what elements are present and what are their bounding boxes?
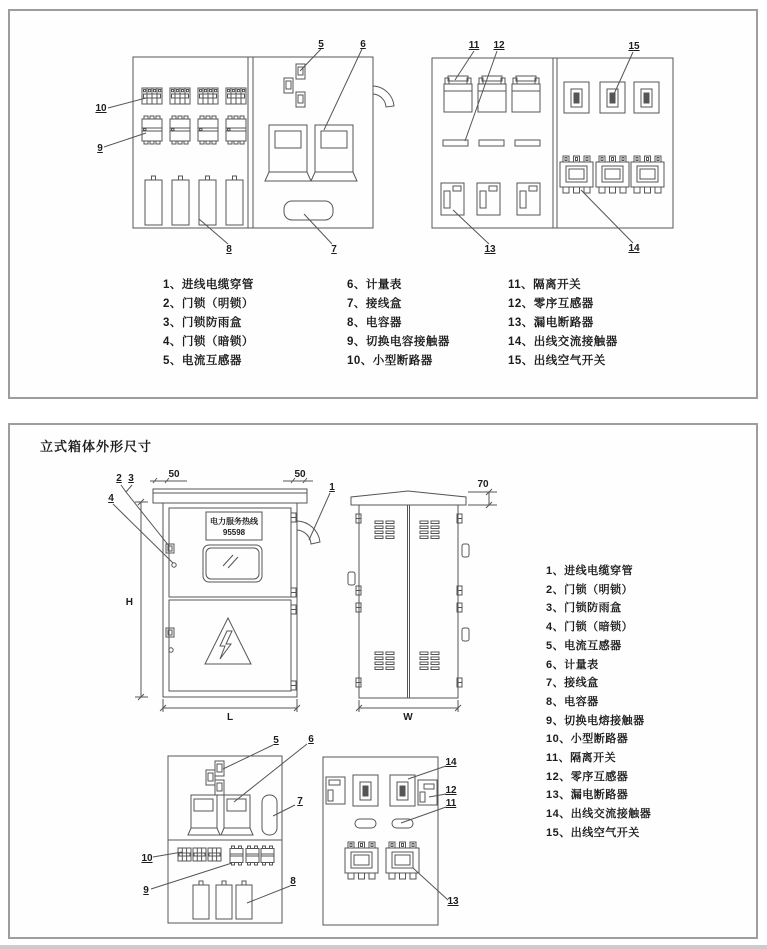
legend-item: 14、出线交流接触器 [546,808,652,821]
legend-item: 1、进线电缆穿管 [163,279,254,291]
legend-item: 7、接线盒 [546,677,599,690]
legend-item: 11、隔离开关 [508,279,582,291]
legend-item: 10、小型断路器 [347,355,433,367]
legend-item: 13、漏电断路器 [546,789,629,802]
dim-label-50-left: 50 [168,469,180,480]
legend-item: 6、计量表 [546,658,599,671]
legend-item: 7、接线盒 [347,298,402,310]
legend-item: 3、门锁防雨盒 [546,602,622,615]
callout-number: 8 [290,876,296,887]
legend-column-1 [163,276,254,371]
legend-item: 15、出线空气开关 [546,826,640,839]
legend-column-3 [508,276,618,371]
callout-number: 12 [493,40,505,51]
callout-number: 8 [226,244,232,255]
callout-number: 10 [95,103,107,114]
legend-item: 6、计量表 [347,279,402,291]
callout-number: 5 [273,735,279,746]
legend-column-bottom [546,562,651,843]
legend-column-2 [347,276,450,371]
callout-number: 7 [297,796,303,807]
page-edge-strip [0,945,767,949]
callout-number: 13 [484,244,496,255]
legend-item: 1、进线电缆穿管 [546,565,634,577]
hotline-sign-text: 电力服务热线 [210,517,258,526]
callout-number: 15 [628,41,640,52]
callout-number: 9 [143,885,149,896]
callout-number: 13 [447,896,459,907]
callout-number: 10 [141,853,153,864]
callout-number: 11 [468,40,480,51]
callout-number: 11 [445,798,457,809]
legend-item: 5、电流互感器 [163,355,242,367]
hotline-number-text: 95598 [222,528,246,537]
dim-label-50-right: 50 [294,469,306,480]
callout-number: 14 [628,243,640,254]
legend-item: 3、门锁防雨盒 [163,317,242,329]
legend-item: 13、漏电断路器 [508,317,594,329]
dim-label-70: 70 [477,479,489,490]
legend-item: 8、电容器 [546,695,599,708]
legend-item: 9、切换电熔接触器 [546,714,645,727]
legend-item: 14、出线交流接触器 [508,336,618,348]
dim-label-l: L [226,712,234,723]
callout-number: 4 [108,493,114,504]
panel2-title: 立式箱体外形尺寸 [40,439,153,454]
callout-number: 6 [308,734,314,745]
callout-number: 9 [97,143,103,154]
legend-item: 4、门锁（暗锁） [163,336,254,348]
callout-number: 5 [318,39,324,50]
callout-number: 3 [128,473,134,484]
legend-item: 9、切换电容接触器 [347,336,450,348]
legend-item: 2、门锁（明锁） [546,583,634,596]
legend-item: 4、门锁（暗锁） [546,621,634,634]
dim-label-w: W [403,712,413,723]
legend-item: 11、隔离开关 [546,752,617,765]
callout-number: 1 [329,482,335,493]
callout-number: 12 [445,785,457,796]
callout-number: 14 [445,757,457,768]
legend-item: 12、零序互感器 [508,298,594,310]
legend-item: 2、门锁（明锁） [163,298,254,310]
legend-item: 15、出线空气开关 [508,355,606,367]
callout-number: 6 [360,39,366,50]
callout-number: 2 [116,473,122,484]
dim-label-h: H [125,597,133,608]
legend-item: 5、电流互感器 [546,639,622,652]
legend-item: 12、零序互感器 [546,770,629,783]
legend-item: 8、电容器 [347,317,402,329]
callout-number: 7 [331,244,337,255]
legend-item: 10、小型断路器 [546,733,629,746]
